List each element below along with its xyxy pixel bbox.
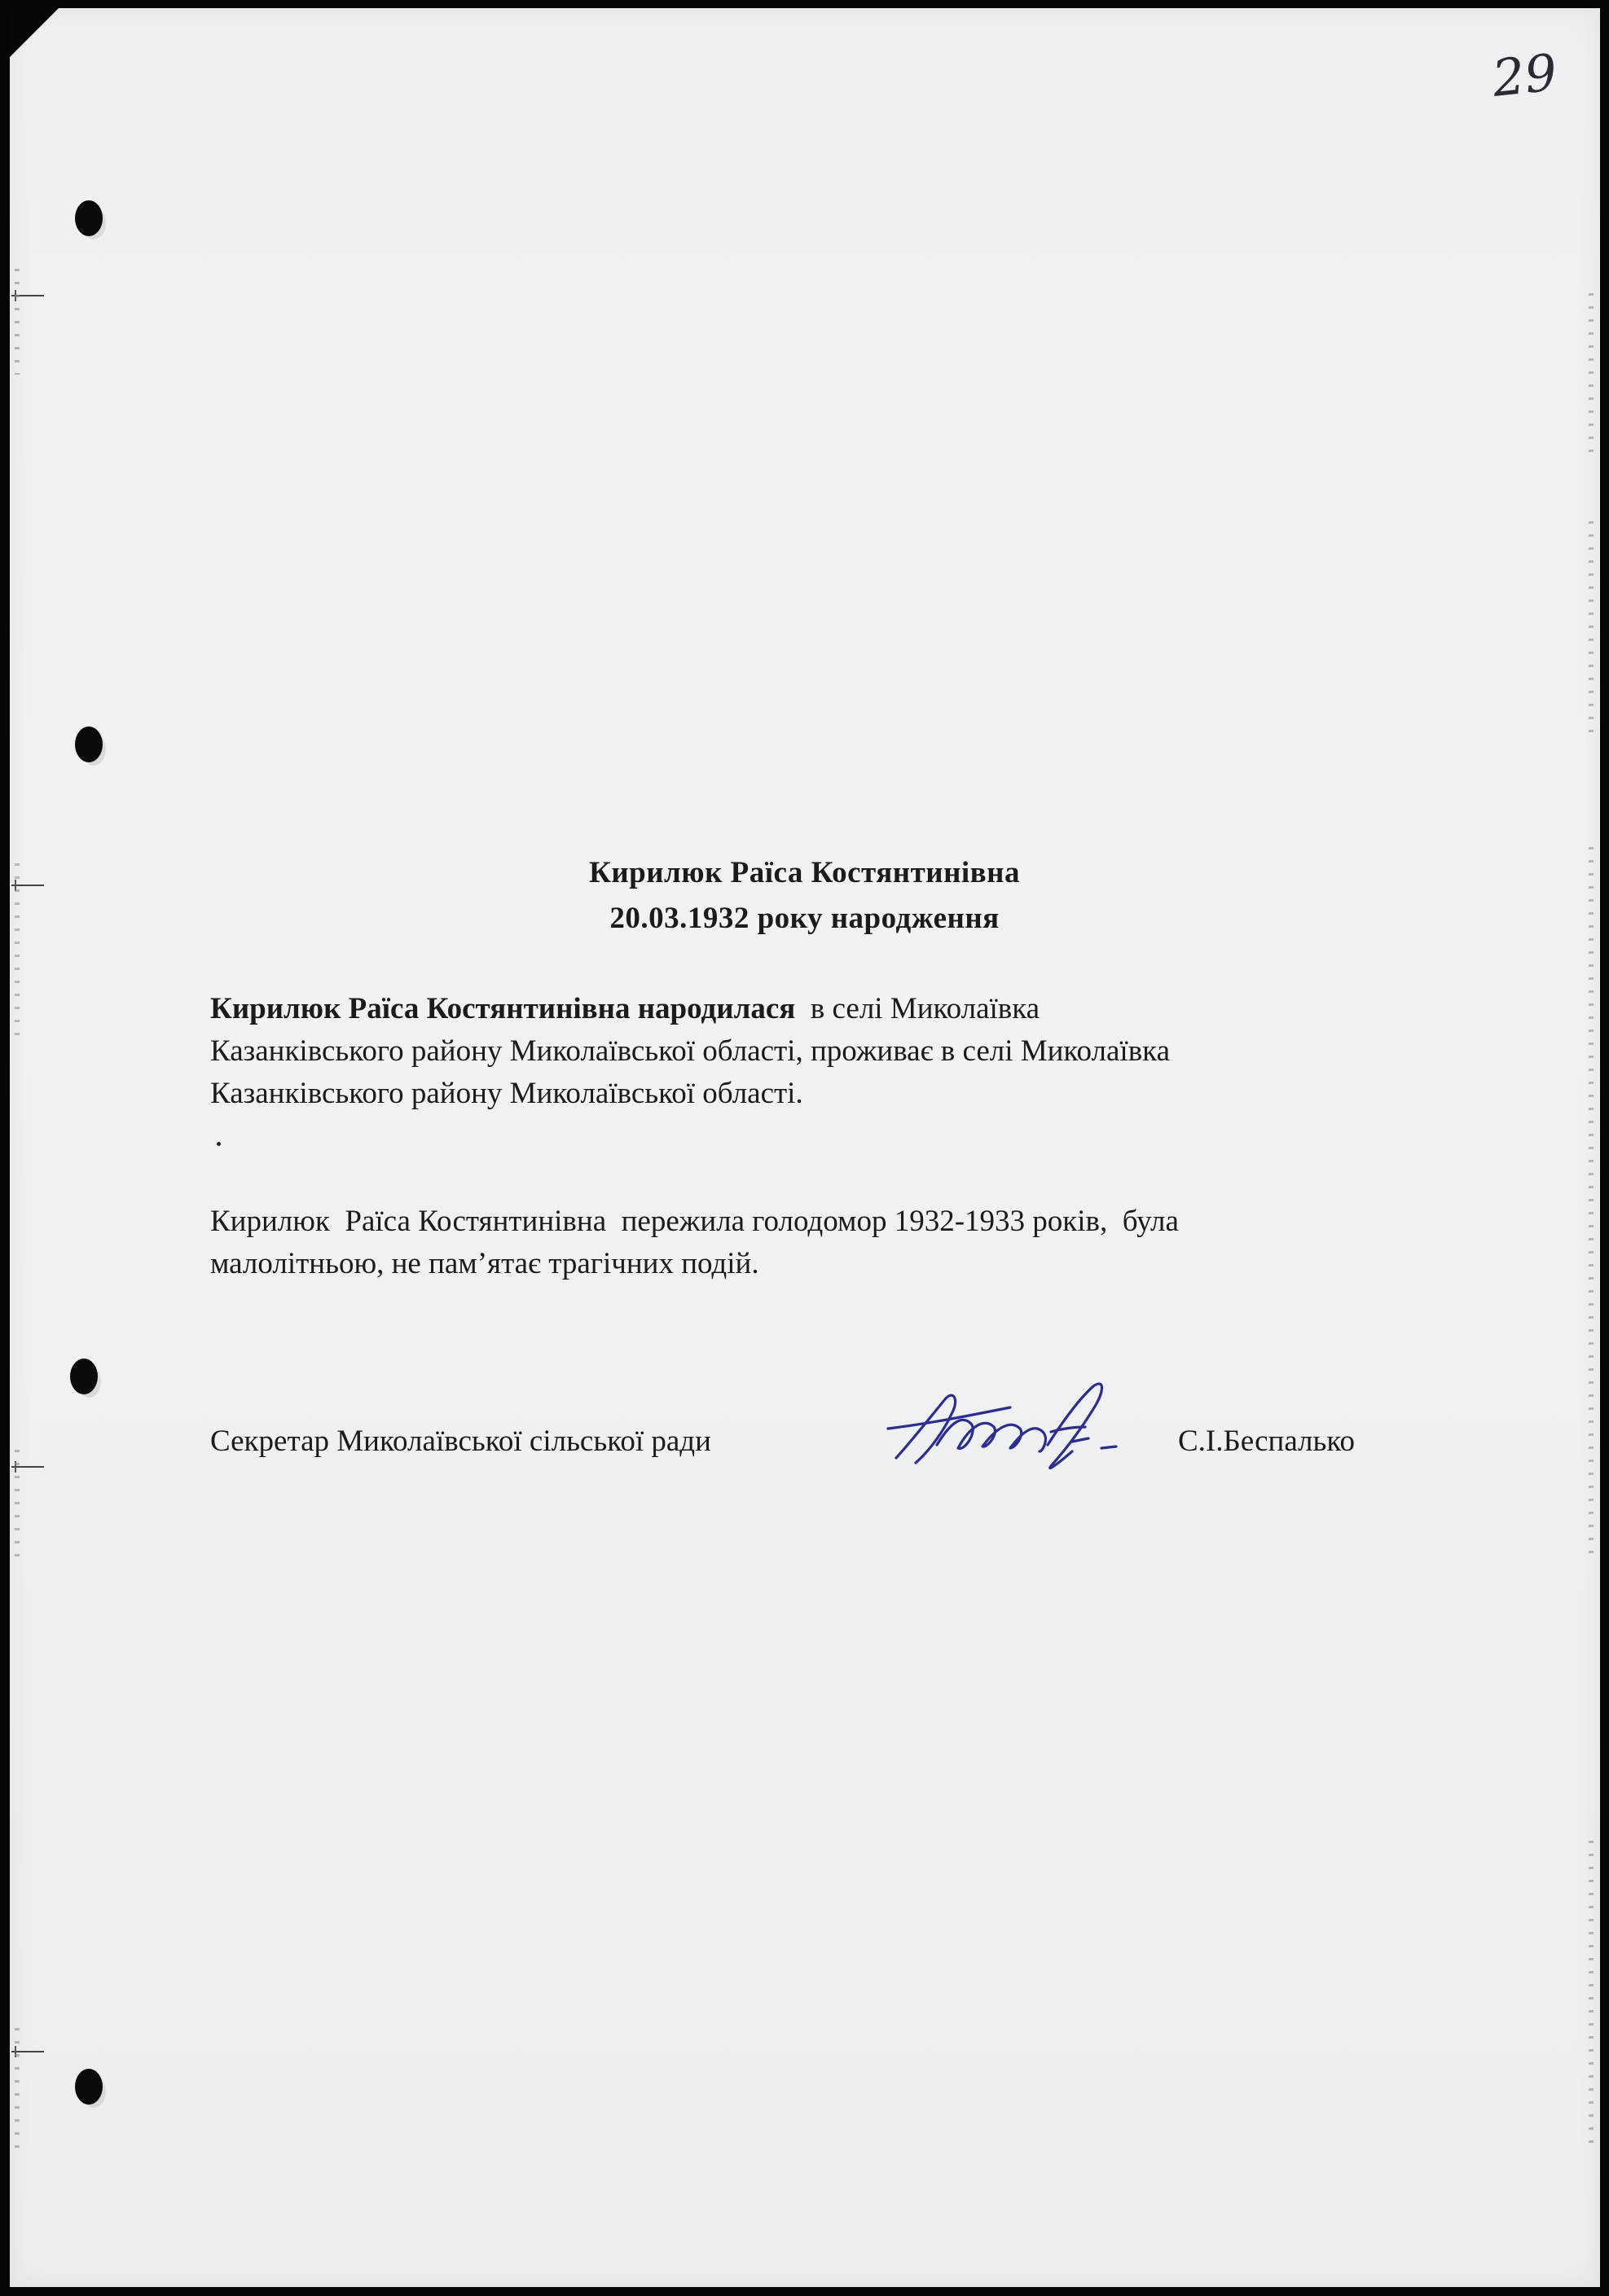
left-edge-marks xyxy=(15,2028,20,2158)
signatory-title: Секретар Миколаївської сільської ради xyxy=(210,1425,711,1458)
handwritten-signature xyxy=(880,1367,1181,1489)
person-name-heading: Кирилюк Раїса Костянтинівна xyxy=(589,856,1020,889)
left-edge-marks xyxy=(15,863,20,1043)
birth-date-heading: 20.03.1932 року народження xyxy=(609,902,1000,935)
right-edge-marks xyxy=(1589,293,1594,456)
stray-dot xyxy=(217,1142,221,1146)
corner-fold xyxy=(10,8,59,57)
punch-hole xyxy=(70,1359,98,1394)
page-number: 29 xyxy=(1489,42,1560,108)
punch-hole xyxy=(75,200,103,236)
punch-hole xyxy=(75,727,103,762)
right-edge-marks xyxy=(1589,521,1594,733)
punch-hole xyxy=(75,2069,103,2105)
right-edge-marks xyxy=(1589,847,1594,1564)
paragraph-1-line-1-rest: в селі Миколаївка xyxy=(795,992,1040,1025)
paragraph-1-line-3: Казанківського району Миколаївської області. xyxy=(210,1077,803,1110)
paragraph-1-line-1 xyxy=(210,988,1040,1030)
paragraph-1-bold-lead: Кирилюк Раїса Костянтинівна народилася xyxy=(210,992,796,1025)
document-page xyxy=(10,8,1600,2287)
paragraph-2-line-2: малолітньою, не пам’ятає трагічних подій. xyxy=(210,1247,759,1280)
left-edge-marks xyxy=(15,269,20,375)
left-edge-marks xyxy=(15,1450,20,1564)
right-edge-marks xyxy=(1589,1841,1594,2150)
paragraph-1-line-2: Казанківського району Миколаївської області, проживає в селі Миколаївка xyxy=(210,1034,1171,1068)
signatory-name: С.І.Беспалько xyxy=(1178,1425,1355,1458)
paragraph-2-line-1: Кирилюк Раїса Костянтинівна пережила голодомор 1932-1933 років, була xyxy=(210,1205,1179,1238)
